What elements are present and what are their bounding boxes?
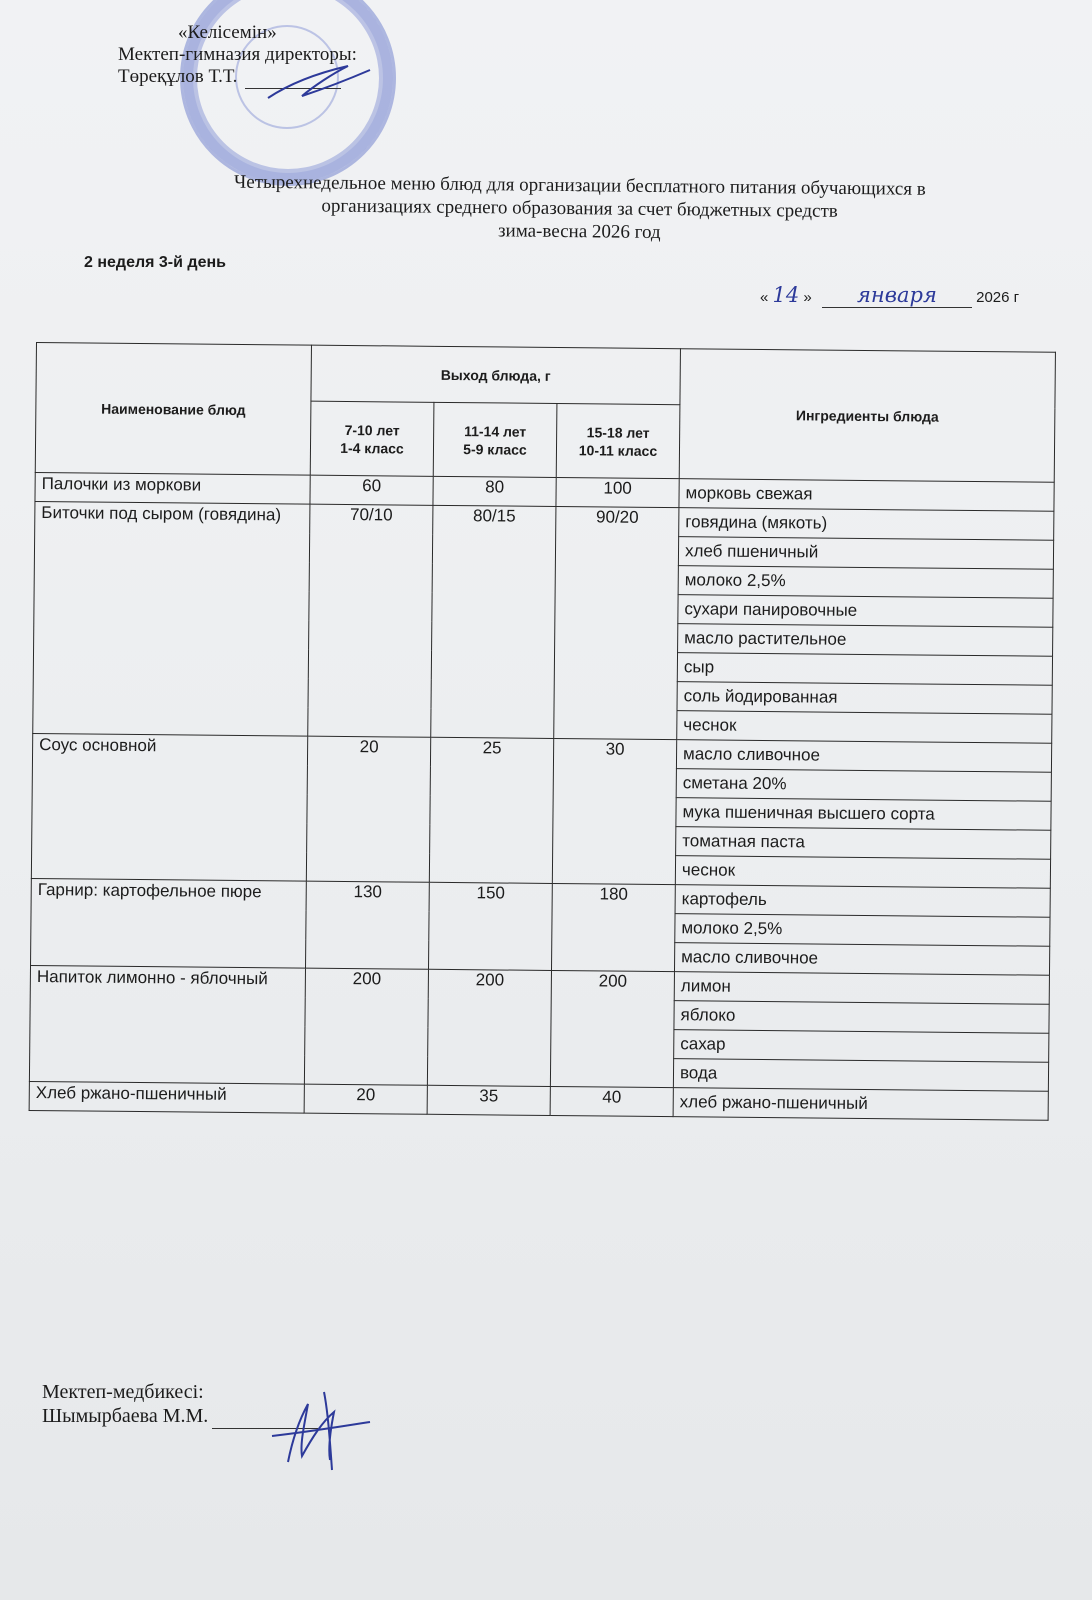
title-line-3: зима-весна 2026 год: [497, 220, 661, 244]
yield-age-group-2: 35: [427, 1085, 550, 1115]
dish-name: Хлеб ржано-пшеничный: [29, 1081, 304, 1113]
date-close-quote: »: [803, 289, 812, 306]
ingredient: чеснок: [677, 711, 1052, 744]
yield-age-group-3: 180: [551, 883, 675, 971]
ingredient: чеснок: [675, 856, 1050, 889]
menu-table: [29, 342, 1056, 1121]
yield-age-group-1: 20: [306, 736, 430, 882]
header-age-group-2: 11-14 лет 5-9 класс: [433, 402, 557, 477]
yield-age-group-2: 200: [427, 969, 551, 1086]
yield-age-group-1: 130: [306, 881, 430, 969]
ingredient: масло сливочное: [674, 943, 1049, 976]
dish-name: Соус основной: [31, 733, 307, 881]
ingredient: вода: [673, 1059, 1048, 1092]
date-day: 14: [772, 283, 800, 307]
yield-age-group-3: 30: [552, 738, 676, 884]
document-title: [179, 170, 980, 247]
header-age-group-3: 15-18 лет 10-11 класс: [556, 404, 680, 479]
yield-age-group-1: 20: [304, 1084, 427, 1114]
ingredient: сметана 20%: [676, 769, 1051, 802]
approval-name: Төреқұлов Т.Т.: [118, 66, 238, 87]
ingredient: томатная паста: [676, 827, 1051, 860]
date-month-field: [822, 283, 972, 308]
ingredient: яблоко: [674, 1001, 1049, 1034]
header-dish: Наименование блюд: [35, 343, 311, 476]
ingredient: соль йодированная: [677, 682, 1052, 715]
yield-age-group-3: 100: [556, 477, 679, 507]
week-day-label: 2 неделя 3-й день: [84, 254, 226, 271]
ingredient: сухари панировочные: [678, 595, 1053, 628]
header-age-group-1: 7-10 лет 1-4 класс: [310, 401, 434, 476]
ingredient: масло сливочное: [676, 740, 1051, 773]
dish-name: Биточки под сыром (говядина): [33, 501, 310, 736]
nurse-position: Мектеп-медбикесі:: [42, 1381, 204, 1403]
date-line: [760, 283, 1019, 308]
ingredient: говядина (мякоть): [679, 508, 1054, 541]
nurse-signature: [258, 1382, 378, 1472]
approval-position: Мектеп-гимназия директоры:: [118, 44, 357, 65]
ingredient: морковь свежая: [679, 479, 1054, 512]
yield-age-group-2: 25: [429, 737, 553, 883]
ingredient: молоко 2,5%: [678, 566, 1053, 599]
title-line-1: Четырехнедельное меню блюд для организации бесплатного питания обучающихся в: [233, 171, 926, 200]
yield-age-group-1: 200: [304, 968, 428, 1085]
header-ingredients: Ингредиенты блюда: [679, 349, 1055, 483]
ingredient: картофель: [675, 885, 1050, 918]
menu-table-body: [29, 472, 1054, 1120]
dish-name: Гарнир: картофельное пюре: [31, 878, 307, 968]
yield-age-group-3: 40: [550, 1086, 673, 1116]
menu-table-header: [35, 343, 1055, 483]
yield-age-group-1: 70/10: [308, 504, 433, 737]
header-yield: Выход блюда, г: [311, 345, 681, 405]
date-open-quote: «: [760, 289, 769, 306]
yield-age-group-2: 80: [433, 476, 556, 506]
title-line-2: организациях среднего образования за счет бюджетных средств: [321, 195, 838, 222]
date-month: января: [857, 283, 937, 307]
ingredient: лимон: [674, 972, 1049, 1005]
date-year: 2026 г: [976, 289, 1020, 306]
yield-age-group-1: 60: [310, 475, 433, 505]
nurse-name: Шымырбаева М.М.: [42, 1405, 209, 1427]
approval-heading: «Келісемін»: [178, 22, 277, 43]
dish-name: Палочки из моркови: [35, 472, 310, 504]
dish-name: Напиток лимонно - яблочный: [29, 965, 305, 1084]
yield-age-group-2: 80/15: [431, 505, 556, 738]
ingredient: сыр: [677, 653, 1052, 686]
ingredient: масло растительное: [678, 624, 1053, 657]
ingredient: сахар: [674, 1030, 1049, 1063]
yield-age-group-3: 90/20: [554, 506, 679, 739]
yield-age-group-2: 150: [428, 882, 552, 970]
ingredient: хлеб ржано-пшеничный: [673, 1088, 1048, 1121]
ingredient: хлеб пшеничный: [678, 537, 1053, 570]
yield-age-group-3: 200: [550, 970, 674, 1087]
ingredient: молоко 2,5%: [675, 914, 1050, 947]
director-signature: [262, 52, 382, 112]
ingredient: мука пшеничная высшего сорта: [676, 798, 1051, 831]
